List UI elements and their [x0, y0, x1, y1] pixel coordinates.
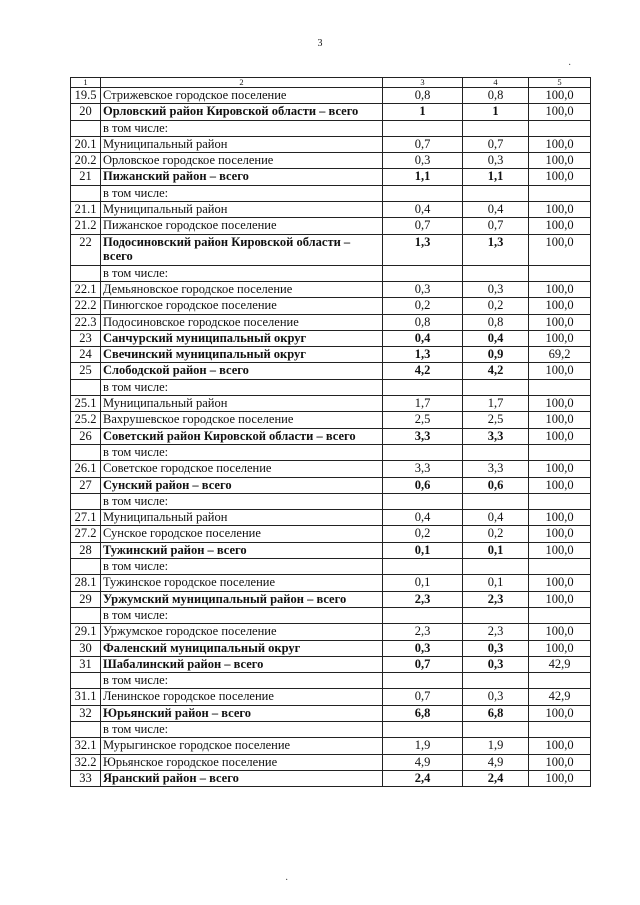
table-row [71, 640, 591, 656]
row-percent-cell: 100,0 [529, 428, 591, 444]
row-percent-cell: 100,0 [529, 705, 591, 721]
row-value-col4-cell [463, 559, 529, 575]
table-row [71, 526, 591, 542]
row-value-col3-cell: 3,3 [383, 461, 463, 477]
row-number-cell: 28.1 [71, 575, 101, 591]
row-name-cell: Муниципальный район [101, 396, 383, 412]
row-number-cell: 26 [71, 428, 101, 444]
row-percent-cell: 100,0 [529, 624, 591, 640]
row-percent-cell: 100,0 [529, 575, 591, 591]
row-value-col3-cell: 2,3 [383, 624, 463, 640]
row-number-cell: 25 [71, 363, 101, 379]
scan-mark: · [285, 875, 289, 886]
row-name-cell: Санчурский муниципальный округ [101, 330, 383, 346]
row-number-cell: 31.1 [71, 689, 101, 705]
row-value-col3-cell: 0,3 [383, 640, 463, 656]
column-header-1: 1 [71, 78, 101, 88]
row-number-cell: 21.1 [71, 202, 101, 218]
row-number-cell [71, 265, 101, 281]
table-row [71, 428, 591, 444]
row-number-cell: 25.1 [71, 396, 101, 412]
row-number-cell: 27.1 [71, 510, 101, 526]
row-number-cell [71, 559, 101, 575]
row-value-col4-cell: 1,7 [463, 396, 529, 412]
row-name-cell: Уржумское городское поселение [101, 624, 383, 640]
row-name-cell: Юрьянский район – всего [101, 705, 383, 721]
row-percent-cell [529, 444, 591, 460]
table-row [71, 754, 591, 770]
row-value-col4-cell [463, 120, 529, 136]
row-name-cell: Пинюгское городское поселение [101, 298, 383, 314]
row-name-cell: Пижанское городское поселение [101, 218, 383, 234]
table-row [71, 607, 591, 623]
row-percent-cell: 100,0 [529, 542, 591, 558]
row-value-col3-cell [383, 185, 463, 201]
row-name-cell: в том числе: [101, 493, 383, 509]
row-value-col4-cell: 3,3 [463, 428, 529, 444]
row-value-col3-cell [383, 607, 463, 623]
row-value-col4-cell: 0,3 [463, 281, 529, 297]
row-value-col3-cell: 0,4 [383, 510, 463, 526]
row-value-col3-cell: 3,3 [383, 428, 463, 444]
row-value-col3-cell: 0,2 [383, 298, 463, 314]
row-percent-cell: 100,0 [529, 281, 591, 297]
row-value-col4-cell [463, 444, 529, 460]
row-name-cell: Орловское городское поселение [101, 153, 383, 169]
row-name-cell: Стрижевское городское поселение [101, 88, 383, 104]
row-number-cell: 19.5 [71, 88, 101, 104]
column-number-row [71, 78, 591, 88]
row-value-col4-cell [463, 607, 529, 623]
table-row [71, 542, 591, 558]
row-value-col4-cell: 0,7 [463, 218, 529, 234]
row-value-col4-cell: 0,8 [463, 88, 529, 104]
row-value-col4-cell: 4,2 [463, 363, 529, 379]
table-row [71, 444, 591, 460]
row-value-col3-cell: 0,1 [383, 542, 463, 558]
table-row [71, 347, 591, 363]
row-name-cell: Слободской район – всего [101, 363, 383, 379]
row-value-col4-cell [463, 673, 529, 689]
row-name-cell: Вахрушевское городское поселение [101, 412, 383, 428]
table-row [71, 153, 591, 169]
row-percent-cell [529, 721, 591, 737]
row-value-col3-cell: 0,7 [383, 656, 463, 672]
table-row [71, 120, 591, 136]
row-percent-cell [529, 559, 591, 575]
row-number-cell: 28 [71, 542, 101, 558]
row-name-cell: Мурыгинское городское поселение [101, 738, 383, 754]
row-value-col4-cell [463, 721, 529, 737]
row-percent-cell: 100,0 [529, 461, 591, 477]
row-number-cell: 21 [71, 169, 101, 185]
table-row [71, 265, 591, 281]
row-value-col3-cell [383, 444, 463, 460]
row-name-cell: в том числе: [101, 185, 383, 201]
row-percent-cell: 100,0 [529, 330, 591, 346]
row-value-col3-cell: 1 [383, 104, 463, 120]
row-percent-cell [529, 185, 591, 201]
row-value-col4-cell: 2,3 [463, 591, 529, 607]
row-number-cell [71, 673, 101, 689]
table-row [71, 298, 591, 314]
table-row [71, 412, 591, 428]
row-name-cell: Муниципальный район [101, 136, 383, 152]
page-number: 3 [317, 38, 323, 49]
row-percent-cell [529, 607, 591, 623]
row-name-cell: Сунское городское поселение [101, 526, 383, 542]
table-row [71, 493, 591, 509]
row-name-cell: в том числе: [101, 673, 383, 689]
column-header-2: 2 [101, 78, 383, 88]
row-percent-cell: 100,0 [529, 136, 591, 152]
row-name-cell: Муниципальный район [101, 202, 383, 218]
row-name-cell: Муниципальный район [101, 510, 383, 526]
table-row [71, 705, 591, 721]
table-row [71, 185, 591, 201]
row-number-cell: 32 [71, 705, 101, 721]
row-value-col3-cell: 6,8 [383, 705, 463, 721]
row-number-cell: 33 [71, 770, 101, 786]
row-name-cell: Подосиновский район Кировской области – всего [101, 234, 383, 265]
row-value-col4-cell [463, 265, 529, 281]
row-name-cell: Юрьянское городское поселение [101, 754, 383, 770]
row-name-cell: в том числе: [101, 120, 383, 136]
row-value-col4-cell [463, 493, 529, 509]
row-name-cell: Демьяновское городское поселение [101, 281, 383, 297]
row-percent-cell: 100,0 [529, 88, 591, 104]
table-row [71, 656, 591, 672]
row-percent-cell: 100,0 [529, 738, 591, 754]
row-number-cell: 22.3 [71, 314, 101, 330]
row-value-col4-cell: 0,8 [463, 314, 529, 330]
row-percent-cell: 69,2 [529, 347, 591, 363]
row-value-col3-cell: 0,4 [383, 330, 463, 346]
row-name-cell: в том числе: [101, 721, 383, 737]
row-number-cell: 20 [71, 104, 101, 120]
row-name-cell: Сунский район – всего [101, 477, 383, 493]
table-row [71, 770, 591, 786]
row-name-cell: Ленинское городское поселение [101, 689, 383, 705]
row-number-cell [71, 444, 101, 460]
row-value-col3-cell: 0,8 [383, 314, 463, 330]
table-row [71, 379, 591, 395]
row-value-col3-cell: 1,3 [383, 234, 463, 265]
row-value-col4-cell: 2,4 [463, 770, 529, 786]
row-percent-cell: 42,9 [529, 656, 591, 672]
row-number-cell: 24 [71, 347, 101, 363]
row-value-col3-cell [383, 120, 463, 136]
row-value-col4-cell: 0,3 [463, 153, 529, 169]
row-value-col3-cell [383, 493, 463, 509]
row-value-col3-cell: 2,3 [383, 591, 463, 607]
row-percent-cell: 100,0 [529, 754, 591, 770]
row-value-col4-cell: 0,2 [463, 298, 529, 314]
row-number-cell: 32.2 [71, 754, 101, 770]
row-number-cell: 21.2 [71, 218, 101, 234]
row-value-col4-cell: 0,6 [463, 477, 529, 493]
row-value-col4-cell: 0,3 [463, 689, 529, 705]
row-value-col4-cell: 0,7 [463, 136, 529, 152]
table-row [71, 510, 591, 526]
row-value-col3-cell: 0,3 [383, 281, 463, 297]
table-row [71, 461, 591, 477]
row-number-cell: 29 [71, 591, 101, 607]
row-value-col3-cell: 1,3 [383, 347, 463, 363]
table-row [71, 624, 591, 640]
row-value-col4-cell: 2,5 [463, 412, 529, 428]
row-value-col3-cell: 2,5 [383, 412, 463, 428]
row-percent-cell: 100,0 [529, 104, 591, 120]
row-number-cell: 27.2 [71, 526, 101, 542]
row-value-col4-cell [463, 379, 529, 395]
row-value-col3-cell [383, 721, 463, 737]
row-value-col4-cell: 0,4 [463, 510, 529, 526]
row-value-col4-cell: 1,9 [463, 738, 529, 754]
row-name-cell: Яранский район – всего [101, 770, 383, 786]
row-percent-cell: 100,0 [529, 396, 591, 412]
row-value-col3-cell: 0,8 [383, 88, 463, 104]
row-number-cell: 31 [71, 656, 101, 672]
row-number-cell: 20.2 [71, 153, 101, 169]
row-number-cell: 23 [71, 330, 101, 346]
row-name-cell: Подосиновское городское поселение [101, 314, 383, 330]
row-number-cell: 32.1 [71, 738, 101, 754]
row-percent-cell: 100,0 [529, 298, 591, 314]
row-name-cell: Уржумский муниципальный район – всего [101, 591, 383, 607]
row-percent-cell: 100,0 [529, 640, 591, 656]
table-row [71, 314, 591, 330]
row-value-col4-cell: 0,3 [463, 640, 529, 656]
row-value-col3-cell: 2,4 [383, 770, 463, 786]
row-name-cell: Тужинский район – всего [101, 542, 383, 558]
row-name-cell: Советский район Кировской области – всего [101, 428, 383, 444]
row-number-cell [71, 120, 101, 136]
row-value-col3-cell [383, 265, 463, 281]
table-row [71, 104, 591, 120]
row-number-cell: 22.1 [71, 281, 101, 297]
row-value-col3-cell [383, 379, 463, 395]
row-name-cell: в том числе: [101, 265, 383, 281]
column-header-5: 5 [529, 78, 591, 88]
row-value-col4-cell [463, 185, 529, 201]
table-row [71, 477, 591, 493]
column-header-4: 4 [463, 78, 529, 88]
row-value-col3-cell: 1,7 [383, 396, 463, 412]
row-percent-cell: 100,0 [529, 770, 591, 786]
row-number-cell [71, 185, 101, 201]
data-table [70, 77, 591, 787]
row-value-col4-cell: 2,3 [463, 624, 529, 640]
row-name-cell: Тужинское городское поселение [101, 575, 383, 591]
row-value-col3-cell: 1,9 [383, 738, 463, 754]
row-name-cell: Советское городское поселение [101, 461, 383, 477]
row-number-cell [71, 379, 101, 395]
table-row [71, 591, 591, 607]
row-percent-cell: 100,0 [529, 234, 591, 265]
row-value-col3-cell: 4,2 [383, 363, 463, 379]
row-percent-cell [529, 493, 591, 509]
row-name-cell: Шабалинский район – всего [101, 656, 383, 672]
table-row [71, 363, 591, 379]
row-value-col3-cell: 1,1 [383, 169, 463, 185]
row-value-col3-cell: 0,4 [383, 202, 463, 218]
row-value-col3-cell: 0,2 [383, 526, 463, 542]
row-percent-cell: 100,0 [529, 202, 591, 218]
row-percent-cell: 100,0 [529, 510, 591, 526]
row-percent-cell: 100,0 [529, 218, 591, 234]
row-value-col3-cell: 4,9 [383, 754, 463, 770]
row-value-col4-cell: 0,2 [463, 526, 529, 542]
row-name-cell: в том числе: [101, 607, 383, 623]
row-percent-cell: 100,0 [529, 526, 591, 542]
row-value-col4-cell: 4,9 [463, 754, 529, 770]
row-value-col4-cell: 6,8 [463, 705, 529, 721]
row-number-cell [71, 721, 101, 737]
row-value-col3-cell: 0,3 [383, 153, 463, 169]
row-number-cell: 26.1 [71, 461, 101, 477]
table-row [71, 689, 591, 705]
table-row [71, 169, 591, 185]
row-value-col4-cell: 3,3 [463, 461, 529, 477]
row-number-cell: 29.1 [71, 624, 101, 640]
row-number-cell: 22 [71, 234, 101, 265]
row-value-col3-cell [383, 559, 463, 575]
row-value-col4-cell: 0,4 [463, 330, 529, 346]
row-value-col4-cell: 0,1 [463, 575, 529, 591]
row-name-cell: Орловский район Кировской области – всего [101, 104, 383, 120]
row-percent-cell [529, 673, 591, 689]
row-name-cell: Свечинский муниципальный округ [101, 347, 383, 363]
row-value-col4-cell: 1 [463, 104, 529, 120]
row-number-cell: 30 [71, 640, 101, 656]
table-row [71, 218, 591, 234]
row-name-cell: в том числе: [101, 379, 383, 395]
row-percent-cell: 42,9 [529, 689, 591, 705]
table-row [71, 575, 591, 591]
row-value-col4-cell: 1,3 [463, 234, 529, 265]
row-value-col3-cell: 0,7 [383, 689, 463, 705]
row-percent-cell [529, 379, 591, 395]
row-value-col4-cell: 0,4 [463, 202, 529, 218]
table-row [71, 559, 591, 575]
row-number-cell: 27 [71, 477, 101, 493]
row-percent-cell: 100,0 [529, 314, 591, 330]
table-row [71, 281, 591, 297]
table-row [71, 202, 591, 218]
row-percent-cell: 100,0 [529, 153, 591, 169]
row-name-cell: в том числе: [101, 559, 383, 575]
row-value-col3-cell: 0,7 [383, 136, 463, 152]
row-percent-cell: 100,0 [529, 169, 591, 185]
row-number-cell: 20.1 [71, 136, 101, 152]
scan-mark: · [568, 60, 572, 71]
row-number-cell: 22.2 [71, 298, 101, 314]
row-percent-cell: 100,0 [529, 412, 591, 428]
row-number-cell [71, 493, 101, 509]
row-value-col3-cell [383, 673, 463, 689]
row-number-cell [71, 607, 101, 623]
table-row [71, 738, 591, 754]
table-row [71, 234, 591, 265]
row-value-col4-cell: 1,1 [463, 169, 529, 185]
row-value-col4-cell: 0,9 [463, 347, 529, 363]
row-percent-cell: 100,0 [529, 477, 591, 493]
row-value-col3-cell: 0,6 [383, 477, 463, 493]
table-row [71, 673, 591, 689]
column-header-3: 3 [383, 78, 463, 88]
row-value-col3-cell: 0,7 [383, 218, 463, 234]
row-name-cell: Пижанский район – всего [101, 169, 383, 185]
row-percent-cell [529, 265, 591, 281]
table-row [71, 396, 591, 412]
row-name-cell: Фаленский муниципальный округ [101, 640, 383, 656]
row-value-col4-cell: 0,1 [463, 542, 529, 558]
row-number-cell: 25.2 [71, 412, 101, 428]
table-row [71, 136, 591, 152]
table-row [71, 721, 591, 737]
row-value-col4-cell: 0,3 [463, 656, 529, 672]
row-percent-cell: 100,0 [529, 591, 591, 607]
row-name-cell: в том числе: [101, 444, 383, 460]
row-value-col3-cell: 0,1 [383, 575, 463, 591]
table-body [71, 78, 591, 787]
row-percent-cell [529, 120, 591, 136]
table-row [71, 330, 591, 346]
table-row [71, 88, 591, 104]
row-percent-cell: 100,0 [529, 363, 591, 379]
